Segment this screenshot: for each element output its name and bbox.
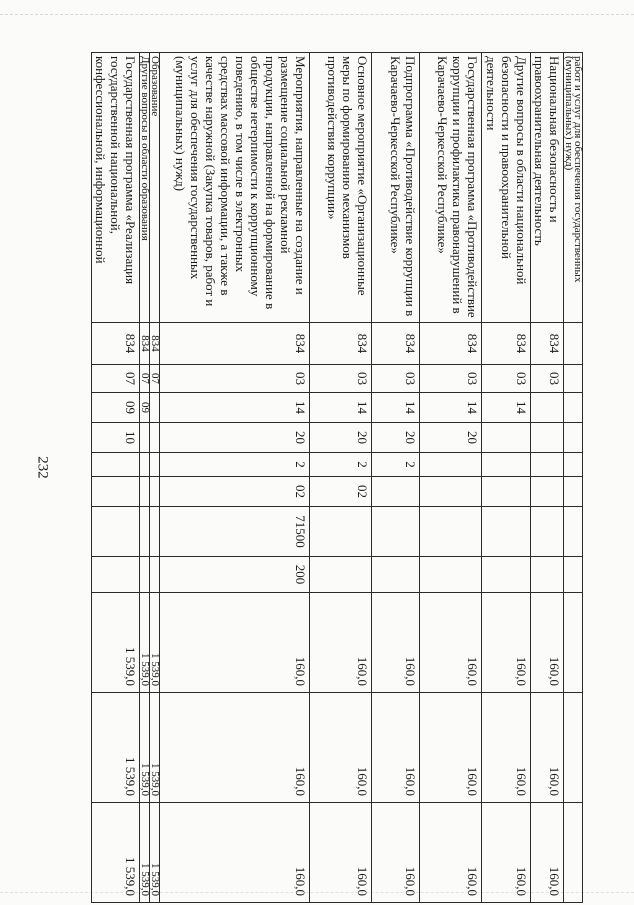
budget-table: [91, 52, 583, 903]
cell-rz: 03: [160, 365, 310, 393]
cell-rz: 03: [372, 365, 420, 393]
cell-pr: 14: [160, 393, 310, 423]
table-row: [160, 53, 310, 903]
cell-value-1: 1 539,0: [150, 593, 160, 693]
cell-csr-subprogram: [92, 453, 140, 477]
cell-csr-event: [564, 477, 583, 507]
cell-ved: 834: [160, 323, 310, 365]
table-row: [372, 53, 420, 903]
cell-value-2: 160,0: [372, 693, 420, 803]
cell-csr-event: [420, 477, 482, 507]
cell-csr-direction: [482, 507, 531, 557]
cell-csr-event: [150, 477, 160, 507]
cell-ved: 834: [92, 323, 140, 365]
cell-value-2: 1 539,0: [150, 693, 160, 803]
cell-value-1: 160,0: [420, 593, 482, 693]
table-row: [310, 53, 372, 903]
cell-value-2: 160,0: [420, 693, 482, 803]
cell-csr-program: 20: [160, 423, 310, 453]
cell-pr: 09: [140, 393, 150, 423]
cell-value-1: [564, 593, 583, 693]
cell-value-3: 160,0: [420, 803, 482, 903]
cell-ved: [564, 323, 583, 365]
cell-value-2: 1 539,0: [92, 693, 140, 803]
cell-csr-event: [140, 477, 150, 507]
table-row: [531, 53, 564, 903]
page-number: 232: [34, 456, 51, 479]
table-row: [92, 53, 140, 903]
cell-csr-direction: [564, 507, 583, 557]
cell-name: Подпрограмма «Противодействие коррупции в Карачаево-Черкесской Республике»: [372, 53, 420, 323]
cell-value-1: 1 539,0: [140, 593, 150, 693]
cell-csr-event: [482, 477, 531, 507]
cell-value-2: 160,0: [310, 693, 372, 803]
cell-csr-direction: [372, 507, 420, 557]
cell-pr: 14: [372, 393, 420, 423]
cell-value-2: 160,0: [482, 693, 531, 803]
table-row: [420, 53, 482, 903]
cell-name: Государственная программа «Реализация государственной национальной, конфессиональной, информационной: [92, 53, 140, 323]
cell-csr-subprogram: 2: [310, 453, 372, 477]
cell-vr: [564, 557, 583, 593]
cell-csr-program: [150, 423, 160, 453]
cell-vr: [150, 557, 160, 593]
cell-csr-event: [92, 477, 140, 507]
cell-vr: [531, 557, 564, 593]
cell-value-1: 160,0: [531, 593, 564, 693]
cell-vr: [140, 557, 150, 593]
cell-rz: [564, 365, 583, 393]
cell-value-2: 160,0: [160, 693, 310, 803]
table-row: [482, 53, 531, 903]
cell-csr-program: [564, 423, 583, 453]
cell-name: Другие вопросы в области национальной безопасности и правоохранительной деятельности: [482, 53, 531, 323]
rotated-table-wrapper: [78, 52, 583, 902]
cell-csr-event: [531, 477, 564, 507]
cell-value-3: [564, 803, 583, 903]
cell-pr: 14: [420, 393, 482, 423]
cell-name: работ и услуг для обеспечения государственных (муниципальных) нужд): [564, 53, 583, 323]
cell-value-3: 1 539,0: [150, 803, 160, 903]
cell-value-3: 160,0: [482, 803, 531, 903]
cell-value-2: 160,0: [531, 693, 564, 803]
cell-value-3: 160,0: [372, 803, 420, 903]
cell-name: Основное мероприятие «Организационные меры по формированию механизмов противодействия коррупции»: [310, 53, 372, 323]
cell-csr-subprogram: [420, 453, 482, 477]
cell-vr: [482, 557, 531, 593]
cell-pr: 09: [92, 393, 140, 423]
cell-csr-program: 20: [372, 423, 420, 453]
cell-rz: 07: [140, 365, 150, 393]
cell-csr-direction: [310, 507, 372, 557]
cell-name: Другие вопросы в области образования: [140, 53, 150, 323]
table-row: [140, 53, 150, 903]
cell-ved: 834: [531, 323, 564, 365]
cell-value-1: 160,0: [160, 593, 310, 693]
cell-csr-program: 20: [310, 423, 372, 453]
cell-value-1: 160,0: [372, 593, 420, 693]
cell-csr-program: [531, 423, 564, 453]
cell-value-3: 160,0: [160, 803, 310, 903]
cell-pr: [531, 393, 564, 423]
cell-name: Государственная программа «Противодействие коррупции и профилактика правонарушений в Карачаево-Черкесской Республике»: [420, 53, 482, 323]
cell-pr: 14: [310, 393, 372, 423]
cell-value-3: 1 539,0: [92, 803, 140, 903]
cell-csr-event: 02: [310, 477, 372, 507]
cell-csr-subprogram: [482, 453, 531, 477]
cell-csr-event: 02: [160, 477, 310, 507]
cell-pr: 14: [482, 393, 531, 423]
cell-vr: [310, 557, 372, 593]
cell-pr: [564, 393, 583, 423]
cell-csr-subprogram: 2: [160, 453, 310, 477]
cell-csr-subprogram: 2: [372, 453, 420, 477]
cell-rz: 07: [150, 365, 160, 393]
cell-value-1: 160,0: [482, 593, 531, 693]
cell-ved: 834: [482, 323, 531, 365]
cell-rz: 03: [310, 365, 372, 393]
cell-pr: [150, 393, 160, 423]
cell-rz: 03: [420, 365, 482, 393]
cell-vr: [92, 557, 140, 593]
cell-rz: 03: [531, 365, 564, 393]
cell-ved: 834: [420, 323, 482, 365]
cell-csr-program: [482, 423, 531, 453]
cell-ved: 834: [140, 323, 150, 365]
cell-csr-event: [372, 477, 420, 507]
cell-value-1: 160,0: [310, 593, 372, 693]
scan-edge-top: [0, 14, 634, 16]
cell-value-3: 160,0: [310, 803, 372, 903]
cell-value-2: 1 539,0: [140, 693, 150, 803]
table-row: [564, 53, 583, 903]
cell-vr: 200: [160, 557, 310, 593]
cell-csr-direction: [420, 507, 482, 557]
cell-csr-subprogram: [150, 453, 160, 477]
cell-rz: 07: [92, 365, 140, 393]
cell-csr-program: 10: [92, 423, 140, 453]
cell-rz: 03: [482, 365, 531, 393]
cell-name: Мероприятия, направленные на создание и размещение социальной рекламной продукции, направленной на формирование в обществе нетерпимости к коррупционному поведению, в том числе в электронных средствах массовой информации, а также в качестве наружной (Закупка товаров, работ и услуг для обеспечения государственных (муниципальных) нужд): [160, 53, 310, 323]
cell-csr-program: [140, 423, 150, 453]
table-row: [150, 53, 160, 903]
cell-name: Национальная безопасность и правоохранительная деятельность: [531, 53, 564, 323]
cell-csr-subprogram: [531, 453, 564, 477]
cell-csr-subprogram: [140, 453, 150, 477]
cell-csr-subprogram: [564, 453, 583, 477]
cell-value-3: 160,0: [531, 803, 564, 903]
cell-vr: [420, 557, 482, 593]
cell-value-1: 1 539,0: [92, 593, 140, 693]
cell-csr-program: 20: [420, 423, 482, 453]
cell-ved: 834: [150, 323, 160, 365]
cell-csr-direction: [150, 507, 160, 557]
cell-csr-direction: 71500: [160, 507, 310, 557]
cell-ved: 834: [310, 323, 372, 365]
cell-csr-direction: [531, 507, 564, 557]
cell-csr-direction: [140, 507, 150, 557]
cell-vr: [372, 557, 420, 593]
cell-csr-direction: [92, 507, 140, 557]
cell-name: Образование: [150, 53, 160, 323]
cell-value-3: 1 539,0: [140, 803, 150, 903]
cell-value-2: [564, 693, 583, 803]
cell-ved: 834: [372, 323, 420, 365]
